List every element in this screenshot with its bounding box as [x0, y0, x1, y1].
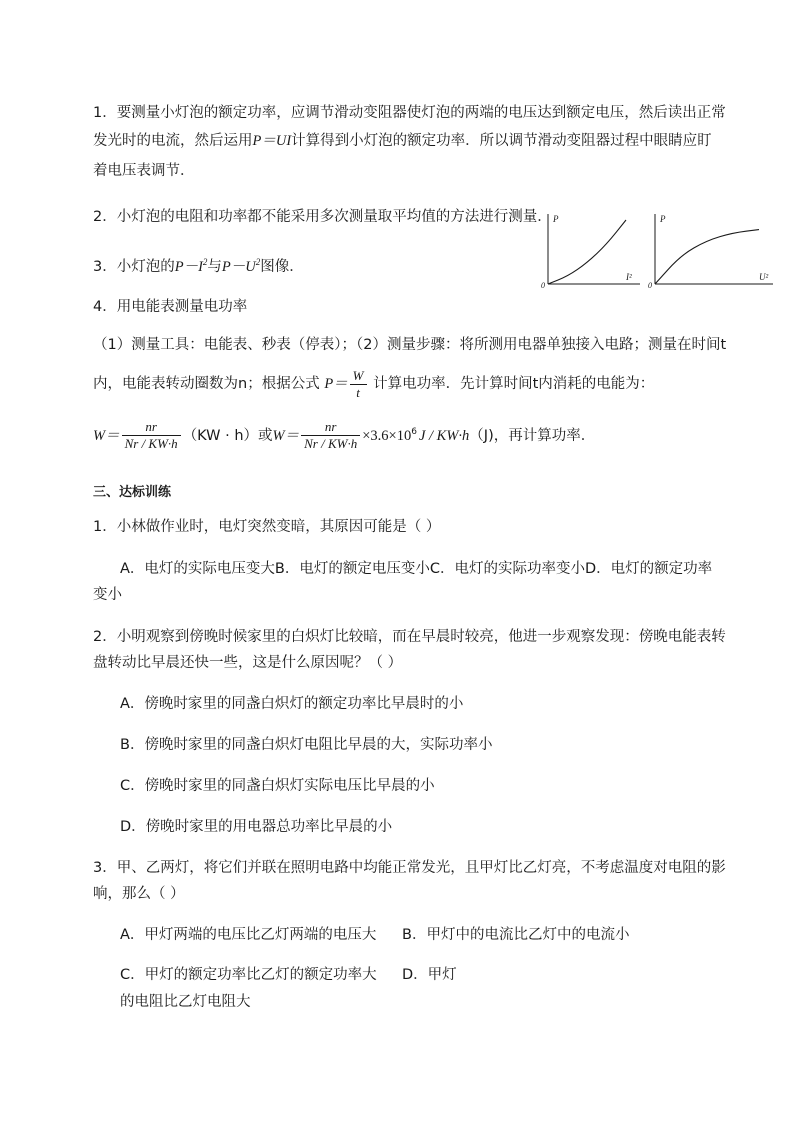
question-3-option-b: B．甲灯中的电流比乙灯中的电流小 — [402, 927, 630, 943]
chart-0-curve — [548, 220, 626, 284]
paragraph-5-line-2 — [93, 364, 713, 404]
question-2-option-b: B．傍晚时家里的同盏白炽灯电阻比早晨的大，实际功率小 — [120, 737, 493, 753]
formula-tail: （J)，再计算功率． — [469, 427, 596, 444]
question-3-option-d-tail: 的电阻比乙灯电阻大 — [120, 994, 251, 1010]
section-heading: 三、达标训练 — [93, 485, 172, 500]
formula-p-u: P－U — [221, 258, 256, 275]
paragraph-3-pre: 3．小灯泡的 — [93, 258, 175, 275]
unit-kwh: （KW · h）或 — [182, 427, 273, 444]
sup-2b: 2 — [255, 257, 261, 267]
paragraph-1-text-2: 计算得到小灯泡的额定功率．所以调节滑动变阻器过程中眼睛应盯 — [291, 133, 712, 149]
unit-j-per-kwh: J / KW·h — [418, 427, 470, 444]
question-2-stem-2: 盘转动比早晨还快一些，这是什么原因呢？（ ） — [93, 655, 403, 671]
fraction-energy-1-den: Nr / KW·h — [124, 436, 178, 452]
chart-p-u2 — [648, 214, 773, 290]
chart-0-ylabel: P — [553, 214, 559, 224]
formula-w-eq-2: W＝ — [272, 427, 300, 444]
formula-p-i2 — [175, 259, 208, 275]
formula-p-ui: P＝UI — [252, 133, 292, 149]
question-2-option-d: D．傍晚时家里的用电器总功率比早晨的小 — [120, 819, 393, 835]
fraction-den: t — [356, 384, 360, 400]
paragraph-3-mid: 与 — [207, 258, 222, 275]
formula-line — [93, 412, 713, 456]
paragraph-1-line-1: 1．要测量小灯泡的额定功率，应调节滑动变阻器使灯泡的两端的电压达到额定电压，然后读出正常 — [93, 105, 726, 121]
question-2-option-a: A．傍晚时家里的同盏白炽灯的额定功率比早晨时的小 — [120, 696, 464, 712]
chart-1-xlabel: U² — [759, 272, 769, 282]
paragraph-1-line-3: 着电压表调节． — [93, 163, 195, 179]
chart-1-curve — [655, 230, 759, 284]
question-3-stem-2: 响，那么（ ） — [93, 886, 185, 902]
question-3-option-c: C．甲灯的额定功率比乙灯的额定功率大 — [120, 967, 377, 983]
sup-2a: 2 — [202, 257, 208, 267]
question-3-stem-1: 3．甲、乙两灯，将它们并联在照明电路中均能正常发光，且甲灯比乙灯亮，不考虑温度对电阻的影 — [93, 860, 726, 876]
fraction-num: W — [350, 368, 367, 385]
formula-p-eq: P＝ — [324, 376, 348, 392]
chart-0-origin: 0 — [541, 281, 545, 290]
paragraph-2: 2．小灯泡的电阻和功率都不能采用多次测量取平均值的方法进行测量． — [93, 209, 552, 225]
question-3-option-d: D．甲灯 — [402, 967, 457, 983]
formula-w-eq: W＝ — [93, 427, 120, 444]
formula-times: ×3.6×10 — [362, 427, 412, 444]
question-1-options-tail: 变小 — [93, 587, 122, 603]
question-1-stem: 1．小林做作业时，电灯突然变暗，其原因可能是（ ） — [93, 519, 441, 535]
question-2-stem-1: 2．小明观察到傍晚时候家里的白炽灯比较暗，而在早晨时较亮，他进一步观察发现：傍晚电能表转 — [93, 629, 726, 645]
fraction-energy-2-den: Nr / KW·h — [304, 436, 358, 452]
chart-p-i2 — [541, 214, 640, 290]
formula-p-i: P－I — [174, 258, 203, 275]
fraction-w-over-t — [350, 368, 367, 401]
fraction-energy-2 — [301, 419, 360, 452]
question-2-option-c: C．傍晚时家里的同盏白炽灯实际电压比早晨的小 — [120, 778, 435, 794]
chart-1-ylabel: P — [660, 214, 666, 224]
fraction-energy-1-num: nr — [122, 419, 181, 436]
chart-0-xlabel: I² — [626, 272, 632, 282]
paragraph-1 — [93, 100, 726, 127]
fraction-energy-1 — [122, 419, 181, 452]
fraction-energy-2-num: nr — [301, 419, 360, 436]
chart-pair — [540, 208, 780, 294]
paragraph-5-line-1: （1）测量工具：电能表、秒表（停表）；（2）测量步骤：将所测用电器单独接入电路；测量在时间t — [93, 337, 727, 353]
formula-p-u2 — [222, 259, 260, 275]
paragraph-3-post: 图像． — [260, 258, 304, 275]
formula-exponent: 6 — [411, 427, 417, 437]
paragraph-1-text: 发光时的电流，然后运用 — [93, 133, 253, 149]
paragraph-5-text: 内，电能表转动圈数为n；根据公式 — [93, 376, 320, 392]
question-1-options: A．电灯的实际电压变大B．电灯的额定电压变小C．电灯的实际功率变小D．电灯的额定功率 — [120, 561, 713, 577]
chart-1-origin: 0 — [648, 281, 652, 290]
paragraph-4: 4．用电能表测量电功率 — [93, 299, 248, 315]
paragraph-1-line-2 — [93, 128, 713, 155]
question-3-option-a: A．甲灯两端的电压比乙灯两端的电压大 — [120, 927, 377, 943]
paragraph-5-text-2: 计算电功率．先计算时间t内消耗的电能为： — [373, 376, 655, 392]
